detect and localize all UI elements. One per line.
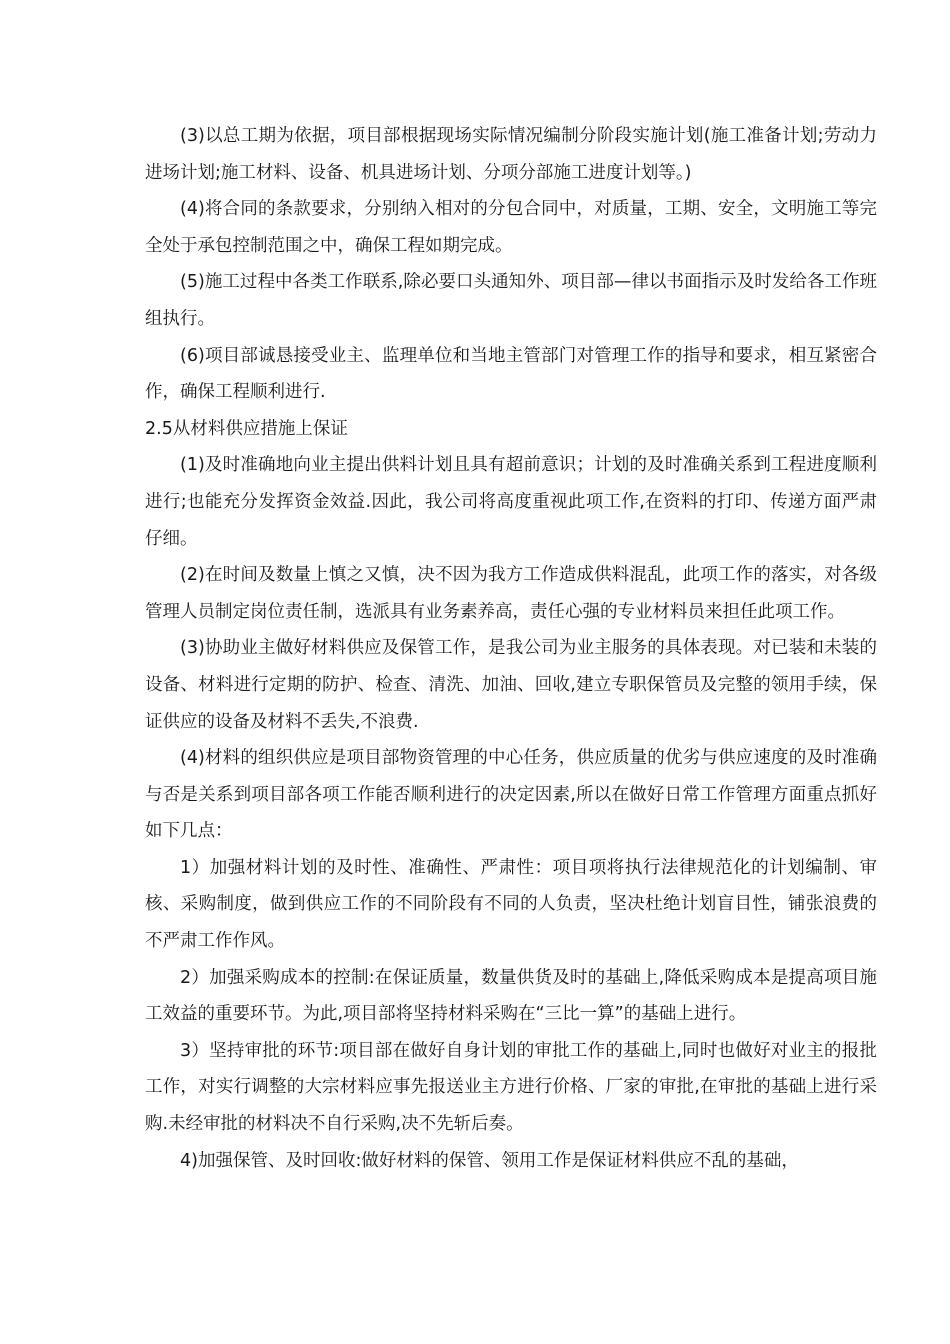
list-item-3-approval: 3）坚持审批的环节:项目部在做好自身计划的审批工作的基础上,同时也做好对业主的报批工作，对实行调整的大宗材料应事先报送业主方进行价格、厂家的审批,在审批的基础上进行采购.未经审批的材料决不自行采购,决不先斩后奏。 bbox=[145, 1040, 877, 1135]
paragraph-6-cooperation: (6)项目部诚恳接受业主、监理单位和当地主管部门对管理工作的指导和要求，相互紧密合作，确保工程顺利进行. bbox=[145, 345, 877, 403]
list-item-2-cost-control: 2）加强采购成本的控制:在保证质量，数量供货及时的基础上,降低采购成本是提高项目施工效益的重要环节。为此,项目部将坚持材料采购在“三比一算”的基础上进行。 bbox=[145, 967, 877, 1025]
paragraph-1-supply-plan: (1)及时准确地向业主提出供料计划且具有超前意识；计划的及时准确关系到工程进度顺利进行;也能充分发挥资金效益.因此，我公司将高度重视此项工作,在资料的打印、传递方面严肃仔细。 bbox=[145, 455, 877, 549]
paragraph-5-written-instructions: (5)施工过程中各类工作联系,除必要口头通知外、项目部—律以书面指示及时发给各工作班组执行。 bbox=[145, 272, 877, 329]
section-heading-2-5: 2.5从材料供应措施上保证 bbox=[145, 418, 348, 439]
paragraph-2-quantity-care: (2)在时间及数量上慎之又慎，决不因为我方工作造成供料混乱，此项工作的落实，对各级管理人员制定岗位责任制，选派具有业务素养高，责任心强的专业材料员来担任此项工作。 bbox=[145, 565, 877, 622]
paragraph-4-subcontract-terms: (4)将合同的条款要求，分别纳入相对的分包合同中，对质量，工期、安全，文明施工等完全处于承包控制范围之中，确保工程如期完成。 bbox=[145, 199, 877, 256]
list-item-1-plan-strictness: 1）加强材料计划的及时性、准确性、严肃性：项目项将执行法律规范化的计划编制、审核、采购制度，做到供应工作的不同阶段有不同的人负责，坚决杜绝计划盲目性，铺张浪费的不严肃工作作风。 bbox=[145, 857, 877, 952]
list-item-4-storage-recovery: 4)加强保管、及时回收:做好材料的保管、领用工作是保证材料供应不乱的基础， bbox=[180, 1150, 799, 1171]
paragraph-3-storage-assist: (3)协助业主做好材料供应及保管工作，是我公司为业主服务的具体表现。对已装和未装的设备、材料进行定期的防护、检查、清洗、加油、回收,建立专职保管员及完整的领用手续，保证供应的设备及材料不丢失,不浪费. bbox=[145, 638, 877, 732]
paragraph-4-material-organization: (4)材料的组织供应是项目部物资管理的中心任务，供应质量的优劣与供应速度的及时准确与否是关系到项目部各项工作能否顺利进行的决定因素,所以在做好日常工作管理方面重点抓好如下几点： bbox=[145, 748, 877, 842]
document-body bbox=[145, 118, 877, 1179]
paragraph-3-schedule-plan: (3)以总工期为依据，项目部根据现场实际情况编制分阶段实施计划(施工准备计划;劳动力进场计划;施工材料、设备、机具进场计划、分项分部施工进度计划等。) bbox=[145, 126, 877, 183]
